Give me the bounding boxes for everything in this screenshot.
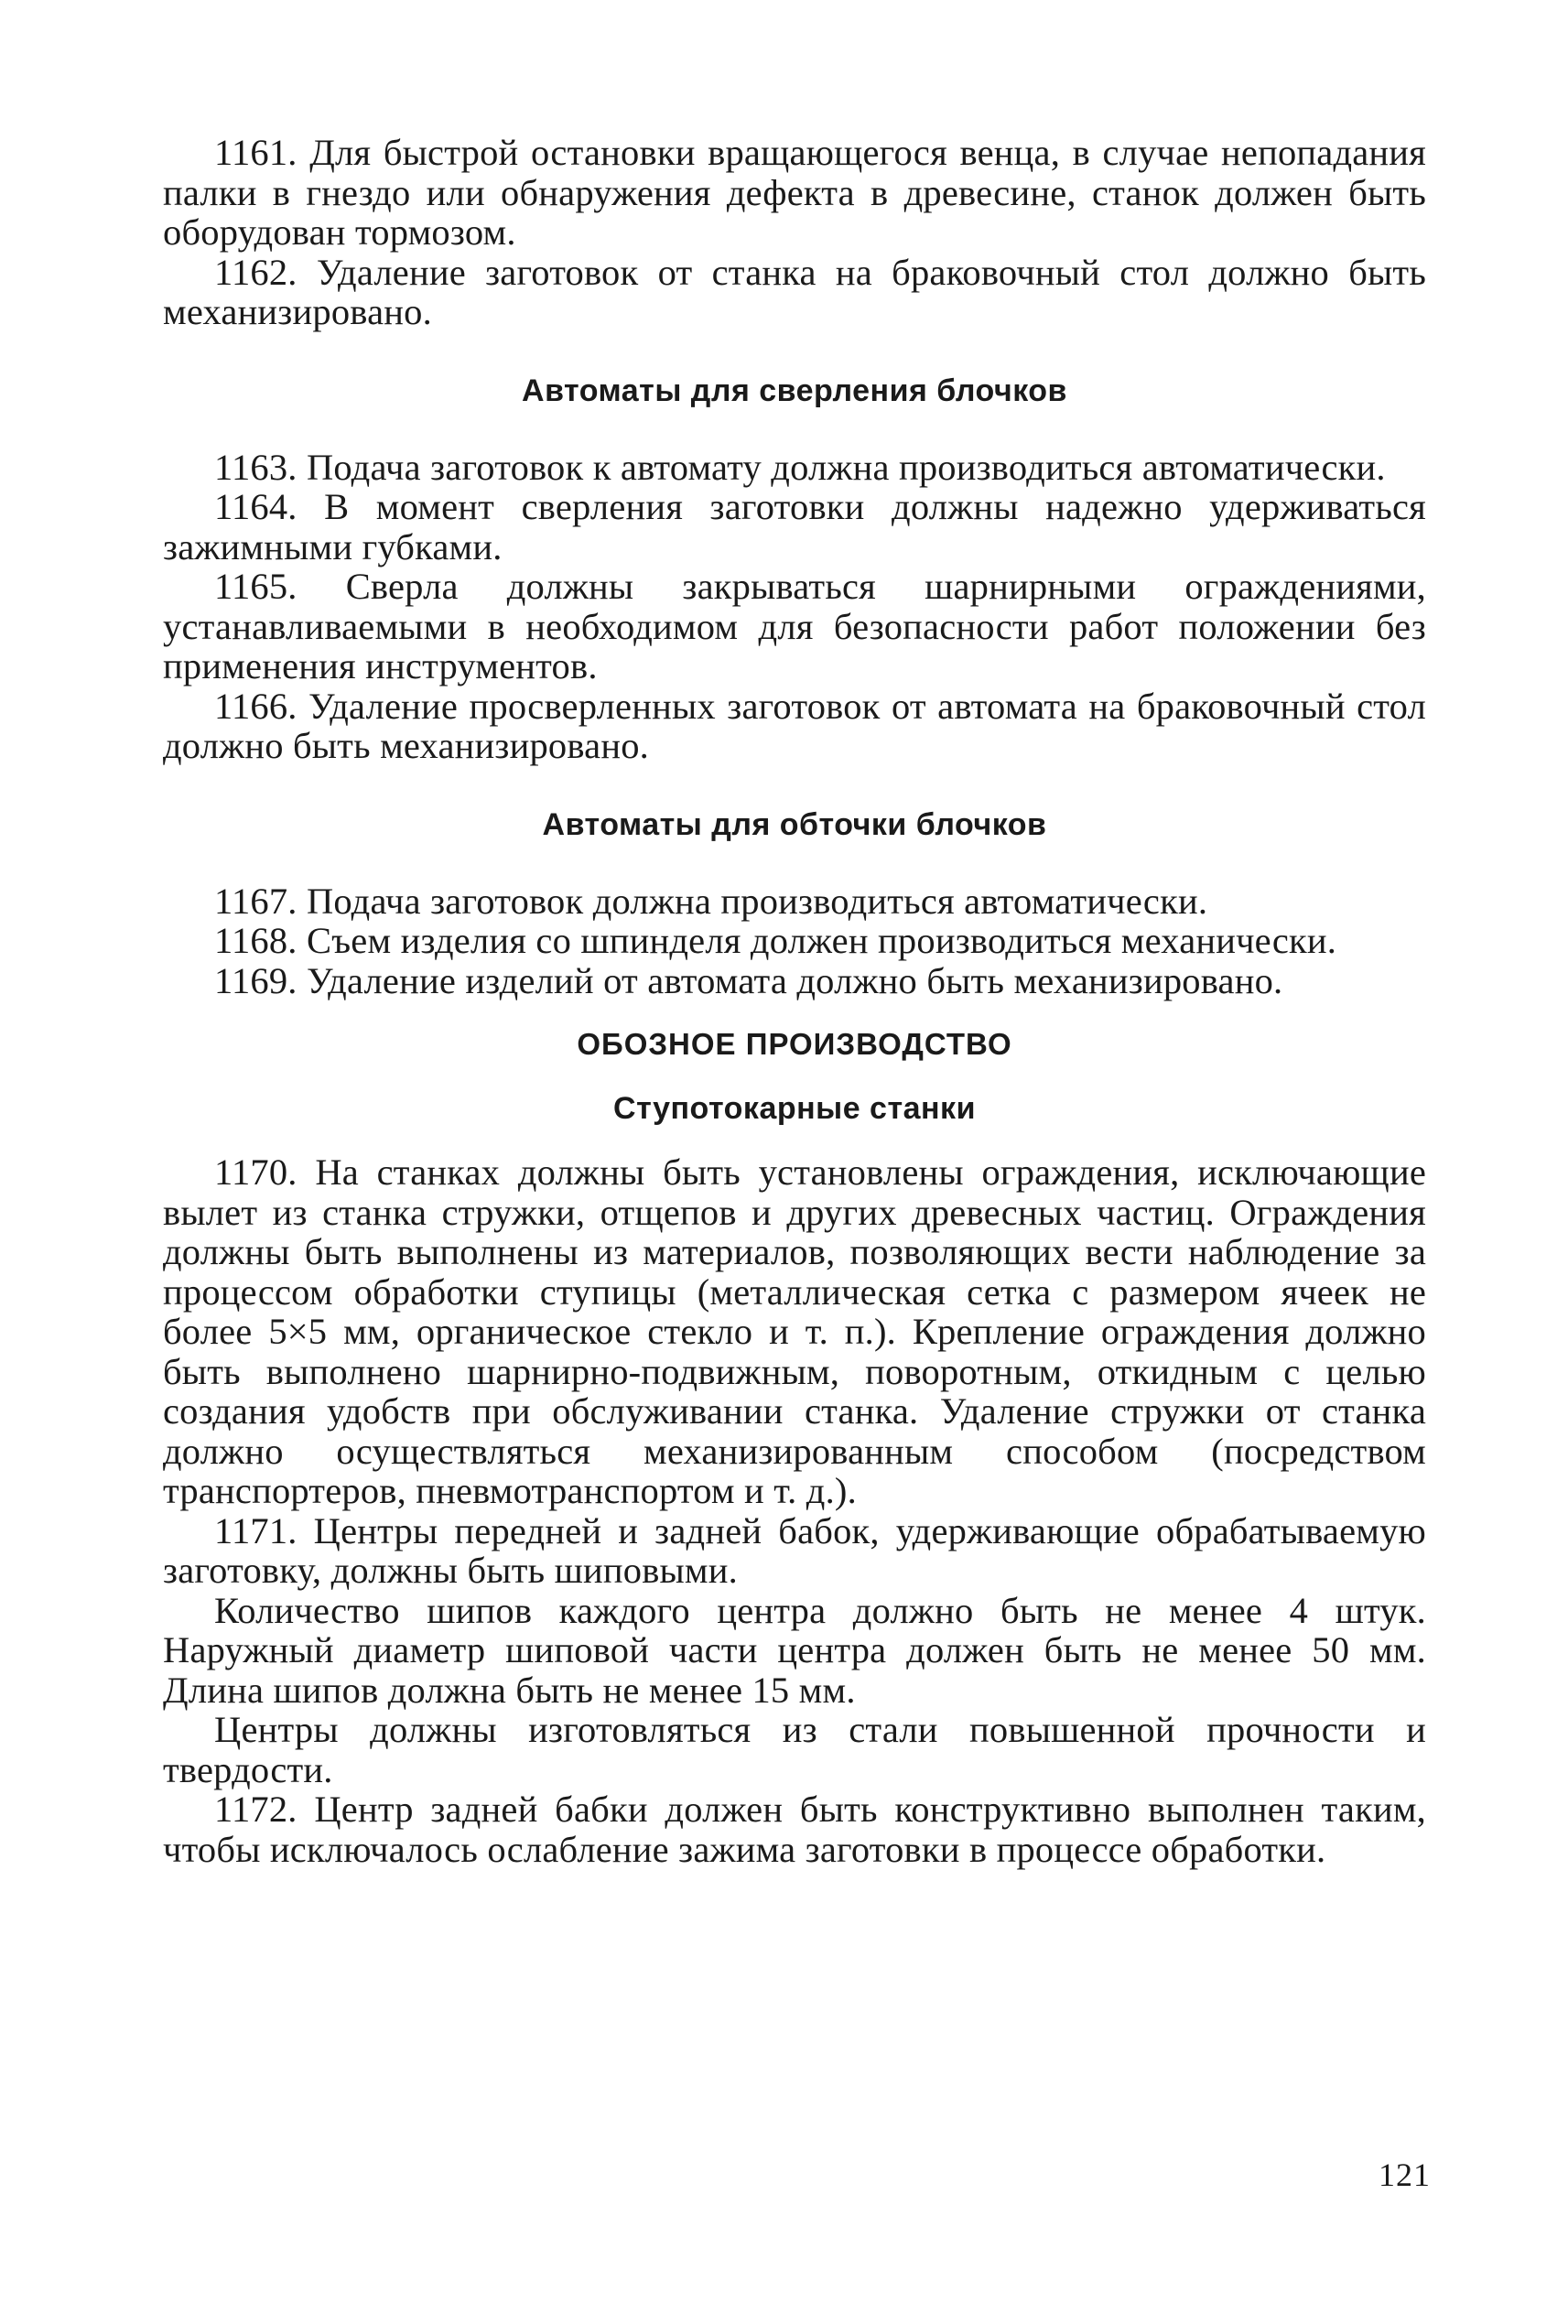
paragraph-1162: 1162. Удаление заготовок от станка на браковочный стол должно быть механизировано. bbox=[163, 251, 1426, 332]
paragraph-1161: 1161. Для быстрой остановки вращающегося венца, в случае непопадания палки в гнездо или обнаружения дефекта в древесине, станок должен быть оборудован тормозом. bbox=[163, 132, 1426, 253]
paragraph-1165: 1165. Сверла должны закрываться шарнирными ограждениями, устанавливаемыми в необходимом для безопасности работ положении без применения инструментов. bbox=[163, 566, 1426, 686]
paragraph-1170: 1170. На станках должны быть установлены ограждения, исключающие вылет из станка стружки, отщепов и других древесных частиц. Ограждения должны быть выполнены из материалов, позволяющих вести наблюдение за процессом обработки ступицы (металлическая сетка с размером ячеек не более 5×5 мм, органическое стекло и т. п.). Крепление ограждения должно быть выполнено шарнирно-подвижным, поворотным, откидным с целью создания удобств при обслуживании станка. Удаление стружки от станка должно осуществляться механизированным способом (посредством транспортеров, пневмотранспортом и т. д.). bbox=[163, 1151, 1426, 1511]
paragraph-1171: 1171. Центры передней и задней бабок, удерживающие обрабатываемую заготовку, должны быть шиповыми. bbox=[163, 1509, 1426, 1591]
section-heading: ОБОЗНОЕ ПРОИЗВОДСТВО bbox=[577, 1027, 1012, 1061]
page-number: 121 bbox=[1379, 2156, 1431, 2193]
paragraph-1163: 1163. Подача заготовок к автомату должна производиться автоматически. bbox=[214, 446, 1386, 488]
paragraph-1166: 1166. Удаление просверленных заготовок от автомата на браковочный стол должно быть механизировано. bbox=[163, 685, 1426, 766]
paragraph-1169: 1169. Удаление изделий от автомата должно быть механизировано. bbox=[214, 959, 1283, 1001]
paragraph-1164: 1164. В момент сверления заготовки должны надежно удерживаться зажимными губками. bbox=[163, 486, 1426, 567]
paragraph-1167: 1167. Подача заготовок должна производиться автоматически. bbox=[214, 880, 1208, 922]
paragraph-1172: 1172. Центр задней бабки должен быть конструктивно выполнен таким, чтобы исключалось ослабление зажима заготовки в процессе обработки. bbox=[163, 1789, 1426, 1870]
paragraph-1168: 1168. Съем изделия со шпинделя должен производиться механически. bbox=[214, 920, 1337, 961]
paragraph-1171-spikes: Количество шипов каждого центра должно быть не менее 4 штук. Наружный диаметр шиповой части центра должен быть не менее 50 мм. Длина шипов должна быть не менее 15 мм. bbox=[163, 1589, 1426, 1711]
heading-hub-lathes: Ступотокарные станки bbox=[613, 1091, 976, 1126]
heading-turning-automats: Автоматы для обточки блочков bbox=[542, 806, 1047, 842]
paragraph-1171-material: Центры должны изготовляться из стали повышенной прочности и твердости. bbox=[163, 1709, 1426, 1790]
heading-drilling-automats: Автоматы для сверления блочков bbox=[522, 373, 1067, 408]
